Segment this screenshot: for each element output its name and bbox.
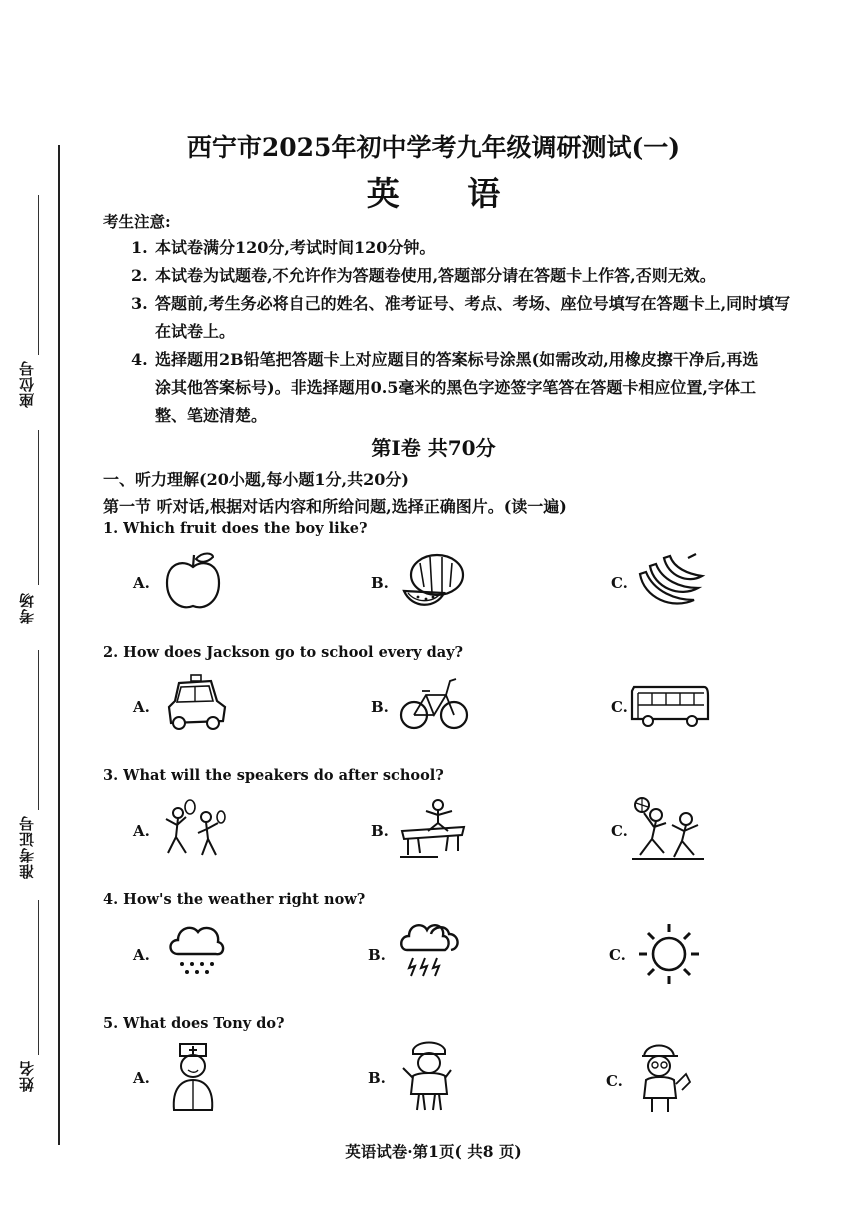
watermelon-icon bbox=[402, 553, 468, 609]
subject-title: 英 语 bbox=[366, 174, 529, 213]
option-label: C. bbox=[609, 946, 626, 964]
sun-icon bbox=[635, 922, 703, 986]
notice-item-text: 本试卷为试题卷,不允许作为答题卷使用,答题部分请在答题卡上作答,否则无效。 bbox=[155, 266, 716, 285]
option-label: B. bbox=[368, 946, 386, 964]
nurse-icon bbox=[168, 1040, 218, 1112]
notice-item-text: 本试卷满分120分,考试时间120分钟。 bbox=[155, 238, 436, 257]
section-heading: 一、听力理解(20小题,每小题1分,共20分) bbox=[103, 470, 409, 489]
exam-room-label: 考场 bbox=[18, 592, 36, 624]
option-label: A. bbox=[133, 574, 150, 592]
name-label: 姓名 bbox=[18, 1060, 36, 1092]
notice-item-number: 4. bbox=[131, 350, 148, 369]
notice-item-text-cont: 在试卷上。 bbox=[155, 322, 236, 341]
question-1: 1. Which fruit does the boy like? bbox=[103, 520, 368, 537]
worker-icon bbox=[636, 1040, 692, 1114]
notice-item-4 bbox=[131, 346, 811, 430]
bananas-icon bbox=[636, 552, 704, 610]
subsection-heading: 第一节 听对话,根据对话内容和所给问题,选择正确图片。(读一遍) bbox=[103, 497, 567, 516]
notice-item-number: 3. bbox=[131, 294, 148, 313]
notice-item-number: 1. bbox=[131, 238, 148, 257]
exam-title: 西宁市2025年初中学考九年级调研测试(一) bbox=[186, 133, 681, 162]
car-icon bbox=[165, 673, 229, 731]
table-tennis-icon bbox=[398, 797, 468, 863]
notice-item-2 bbox=[131, 262, 811, 290]
option-label: A. bbox=[133, 1069, 150, 1087]
seat-number-label: 座位号 bbox=[18, 360, 36, 408]
policeman-icon bbox=[401, 1038, 457, 1114]
question-3: 3. What will the speakers do after school? bbox=[103, 767, 444, 784]
option-label: B. bbox=[371, 698, 389, 716]
notice-item-number: 2. bbox=[131, 266, 148, 285]
volleyball-icon bbox=[630, 795, 706, 863]
notice-item-text: 选择题用2B铅笔把答题卡上对应题目的答案标号涂黑(如需改动,用橡皮擦干净后,再选 bbox=[155, 350, 759, 369]
bicycle-icon bbox=[398, 675, 470, 733]
notice-item-3 bbox=[131, 290, 811, 346]
option-label: C. bbox=[606, 1072, 623, 1090]
option-label: A. bbox=[133, 698, 150, 716]
option-label: C. bbox=[611, 822, 628, 840]
page-footer: 英语试卷·第1页( 共8 页) bbox=[345, 1142, 522, 1161]
option-label: A. bbox=[133, 822, 150, 840]
option-label: A. bbox=[133, 946, 150, 964]
bus-icon bbox=[630, 681, 710, 729]
part-title: 第Ⅰ卷 共70分 bbox=[371, 436, 496, 460]
question-4: 4. How's the weather right now? bbox=[103, 891, 366, 908]
option-label: B. bbox=[368, 1069, 386, 1087]
admission-number-label: 准考证号 bbox=[18, 815, 36, 879]
notice-item-1 bbox=[131, 234, 811, 262]
apple-icon bbox=[163, 551, 223, 613]
binding-line bbox=[58, 145, 60, 1145]
notice-heading: 考生注意: bbox=[103, 212, 171, 231]
question-2: 2. How does Jackson go to school every day? bbox=[103, 644, 464, 661]
notice-item-text-cont: 涂其他答案标号)。非选择题用0.5毫米的黑色字迹签字笔答在答题卡相应位置,字体工 bbox=[155, 378, 756, 397]
rain-cloud-icon bbox=[168, 922, 224, 980]
name-blank-line bbox=[38, 900, 39, 1055]
option-label: C. bbox=[611, 698, 628, 716]
option-label: B. bbox=[371, 574, 389, 592]
notice-item-text-cont2: 整、笔迹清楚。 bbox=[155, 406, 268, 425]
option-label: C. bbox=[611, 574, 628, 592]
badminton-icon bbox=[160, 797, 226, 863]
option-label: B. bbox=[371, 822, 389, 840]
question-5: 5. What does Tony do? bbox=[103, 1015, 285, 1032]
admission-blank-line bbox=[38, 650, 39, 810]
thunderstorm-icon bbox=[401, 920, 463, 982]
seat-blank-line bbox=[38, 195, 39, 355]
notice-item-text: 答题前,考生务必将自己的姓名、准考证号、考点、考场、座位号填写在答题卡上,同时填写 bbox=[155, 294, 791, 313]
